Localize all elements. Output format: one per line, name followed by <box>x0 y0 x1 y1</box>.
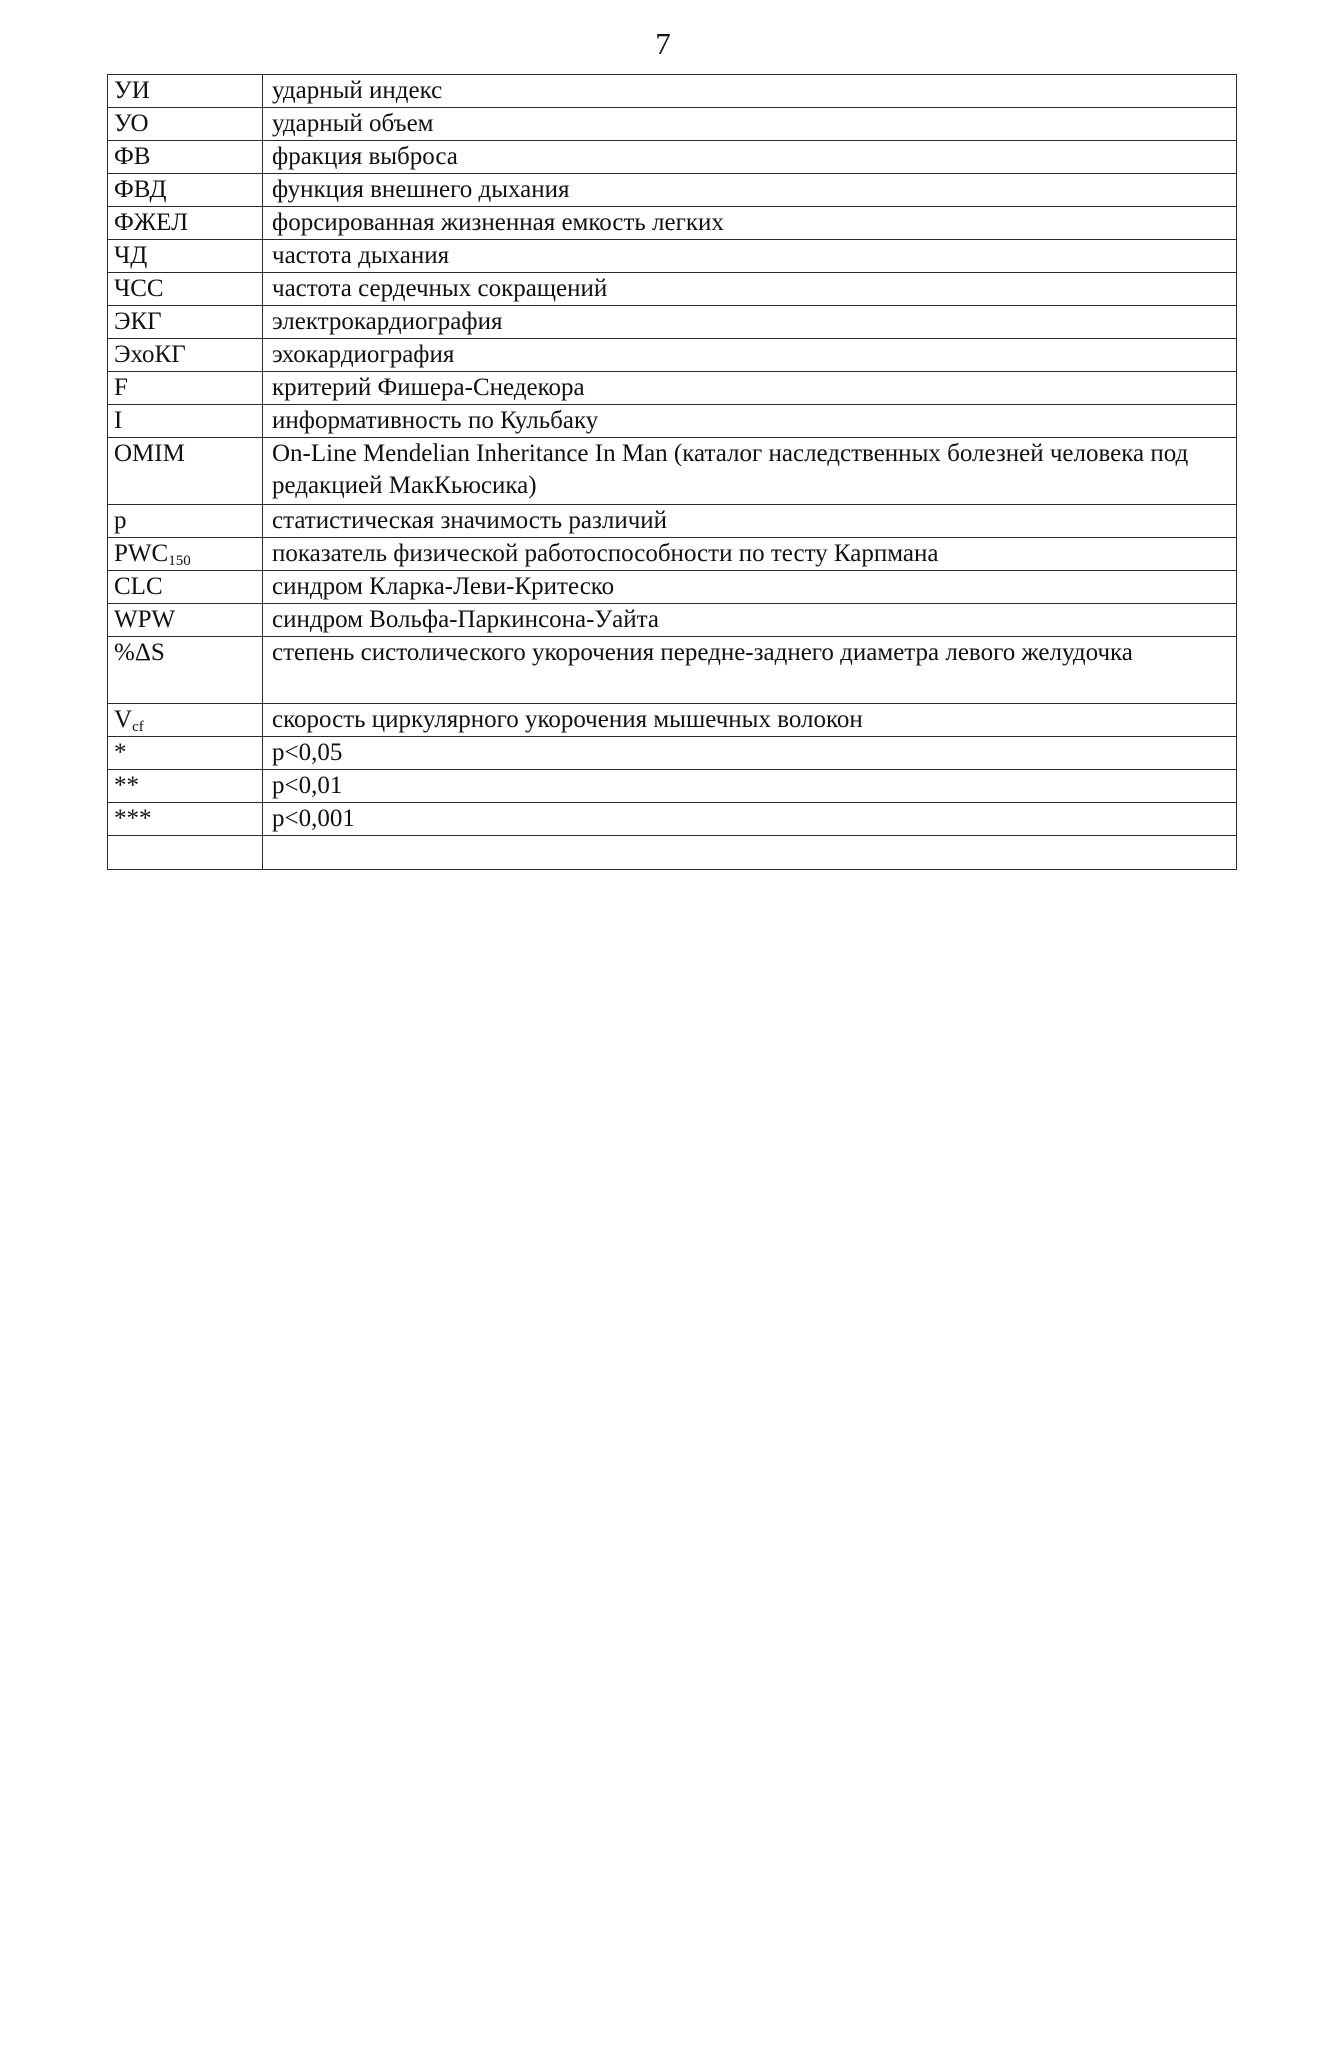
abbreviation-cell: ЧД <box>108 240 263 273</box>
abbreviation-text: V <box>114 706 133 733</box>
definition-cell: показатель физической работоспособности по тесту Карпмана <box>263 538 1237 571</box>
table-row <box>108 405 1237 438</box>
definition-cell: On-Line Mendelian Inheritance In Man (каталог наследственных болезней человека под редакцией МакКьюсика) <box>263 438 1237 505</box>
table-row <box>108 207 1237 240</box>
table-row <box>108 174 1237 207</box>
abbreviation-cell: УО <box>108 108 263 141</box>
table-row <box>108 803 1237 836</box>
table-row <box>108 505 1237 538</box>
abbreviation-cell: ЭКГ <box>108 306 263 339</box>
definition-cell: частота сердечных сокращений <box>263 273 1237 306</box>
table-row <box>108 372 1237 405</box>
definition-cell: p<0,05 <box>263 737 1237 770</box>
abbreviation-cell: CLC <box>108 571 263 604</box>
definition-cell: степень систолического укорочения передне-заднего диаметра левого желудочка <box>263 637 1237 704</box>
table-row <box>108 339 1237 372</box>
table-row <box>108 438 1237 505</box>
abbreviation-cell: ФЖЕЛ <box>108 207 263 240</box>
abbreviation-cell: OMIM <box>108 438 263 505</box>
table-row <box>108 770 1237 803</box>
definition-cell: ударный объем <box>263 108 1237 141</box>
definition-cell: частота дыхания <box>263 240 1237 273</box>
table-row <box>108 75 1237 108</box>
definition-cell: фракция выброса <box>263 141 1237 174</box>
definition-cell: ударный индекс <box>263 75 1237 108</box>
abbreviation-cell: *** <box>108 803 263 836</box>
table-row <box>108 108 1237 141</box>
definition-cell: эхокардиография <box>263 339 1237 372</box>
definition-cell <box>263 836 1237 870</box>
definition-cell: скорость циркулярного укорочения мышечных волокон <box>263 704 1237 737</box>
abbreviation-cell: ФВД <box>108 174 263 207</box>
table-row <box>108 538 1237 571</box>
definition-cell: статистическая значимость различий <box>263 505 1237 538</box>
definition-cell: форсированная жизненная емкость легких <box>263 207 1237 240</box>
abbreviation-cell: WPW <box>108 604 263 637</box>
definition-cell: информативность по Кульбаку <box>263 405 1237 438</box>
abbreviation-subscript: 150 <box>168 553 191 569</box>
definition-cell: функция внешнего дыхания <box>263 174 1237 207</box>
abbreviations-table <box>107 74 1237 870</box>
definition-cell: электрокардиография <box>263 306 1237 339</box>
abbreviation-cell: ** <box>108 770 263 803</box>
page-number: 7 <box>655 26 671 61</box>
abbreviation-cell: F <box>108 372 263 405</box>
abbreviation-cell: %ΔS <box>108 637 263 704</box>
abbreviation-cell: I <box>108 405 263 438</box>
table-row <box>108 737 1237 770</box>
table-row <box>108 273 1237 306</box>
abbreviation-cell: p <box>108 505 263 538</box>
table-row <box>108 240 1237 273</box>
table-row <box>108 141 1237 174</box>
abbreviation-cell <box>108 538 263 571</box>
table-row <box>108 604 1237 637</box>
abbreviation-cell <box>108 704 263 737</box>
table-row <box>108 704 1237 737</box>
table-row <box>108 306 1237 339</box>
abbreviation-subscript: cf <box>132 719 144 735</box>
abbreviation-cell <box>108 836 263 870</box>
abbreviation-text: PWC <box>114 540 169 567</box>
abbreviation-cell: УИ <box>108 75 263 108</box>
abbreviation-cell: * <box>108 737 263 770</box>
definition-cell: критерий Фишера-Снедекора <box>263 372 1237 405</box>
definition-cell: p<0,001 <box>263 803 1237 836</box>
abbreviation-cell: ЧСС <box>108 273 263 306</box>
abbreviation-cell: ЭхоКГ <box>108 339 263 372</box>
abbreviation-cell: ФВ <box>108 141 263 174</box>
definition-cell: синдром Вольфа-Паркинсона-Уайта <box>263 604 1237 637</box>
table-row <box>108 637 1237 704</box>
definition-cell: синдром Кларка-Леви-Критеско <box>263 571 1237 604</box>
table-row <box>108 571 1237 604</box>
table-row <box>108 836 1237 870</box>
definition-cell: p<0,01 <box>263 770 1237 803</box>
